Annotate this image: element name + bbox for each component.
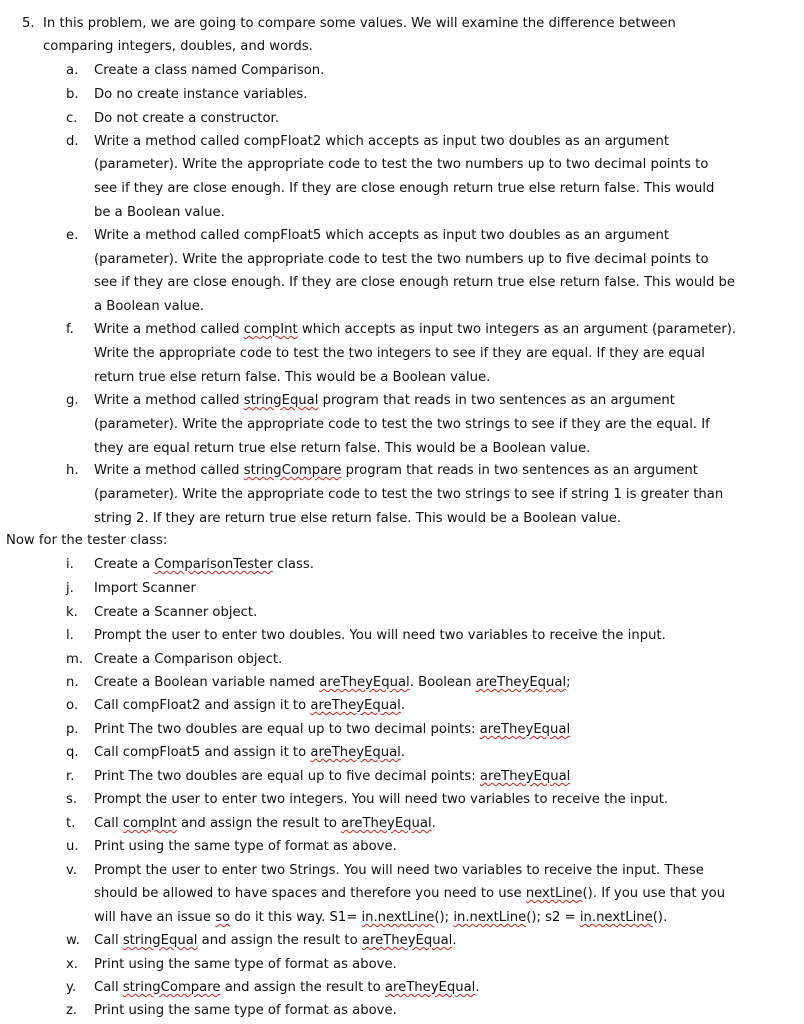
text-span: a Boolean value. bbox=[94, 299, 205, 314]
tester-step-marker: v. bbox=[66, 863, 77, 878]
tester-step-marker: q. bbox=[66, 745, 79, 760]
text-span: program that reads in two sentences as an argument bbox=[341, 463, 698, 478]
text-span: will have an issue bbox=[94, 910, 216, 925]
tester-step-marker: z. bbox=[66, 1003, 78, 1018]
requirement-text-line bbox=[94, 416, 710, 433]
text-span: see if they are close enough. If they are close enough return true else return false. This would bbox=[94, 181, 715, 196]
tester-step-marker: u. bbox=[66, 839, 79, 854]
requirement-text-line bbox=[94, 110, 279, 127]
text-span: Import Scanner bbox=[94, 581, 196, 596]
requirement-marker: b. bbox=[66, 87, 79, 102]
tester-step-text-line bbox=[94, 838, 397, 855]
tester-step-marker: s. bbox=[66, 792, 78, 807]
tester-step-text-line bbox=[94, 651, 282, 668]
spellcheck-flagged-word: compInt bbox=[122, 816, 177, 831]
text-span: which accepts as input two integers as an argument (parameter). bbox=[297, 322, 737, 337]
tester-step-marker: k. bbox=[66, 605, 78, 620]
text-span: . Boolean bbox=[409, 675, 476, 690]
text-span: Write a method called bbox=[94, 393, 244, 408]
spellcheck-flagged-word: areTheyEqual bbox=[479, 722, 571, 737]
text-span: Do not create a constructor. bbox=[94, 111, 279, 126]
text-span: Write a method called compFloat2 which accepts as input two doubles as an argument bbox=[94, 134, 670, 149]
requirement-text-line bbox=[94, 486, 723, 503]
text-span: Print The two doubles are equal up to five decimal points: bbox=[94, 769, 480, 784]
spellcheck-flagged-word: areTheyEqual bbox=[341, 816, 432, 831]
text-span: (parameter). Write the appropriate code to test the two numbers up to five decimal points to bbox=[94, 252, 709, 267]
text-span: be a Boolean value. bbox=[94, 205, 225, 220]
tester-step-marker: x. bbox=[66, 957, 78, 972]
tester-step-marker: j. bbox=[66, 581, 74, 596]
text-span: string 2. If they are return true else return false. This would be a Boolean value. bbox=[94, 511, 622, 526]
text-span: Print using the same type of format as above. bbox=[94, 839, 397, 854]
tester-step-text-line bbox=[94, 1002, 397, 1019]
requirement-text-line bbox=[94, 392, 675, 409]
tester-step-marker: r. bbox=[66, 769, 75, 784]
requirement-text-line bbox=[94, 86, 307, 103]
text-span: Do no create instance variables. bbox=[94, 87, 308, 102]
text-span: should be allowed to have spaces and therefore you need to use bbox=[94, 886, 526, 901]
requirement-text-line bbox=[94, 227, 669, 244]
tester-step-text-line bbox=[94, 627, 666, 644]
text-span: Call bbox=[94, 933, 123, 948]
tester-step-marker: o. bbox=[66, 698, 79, 713]
text-span: Print using the same type of format as above. bbox=[94, 1003, 397, 1018]
spellcheck-flagged-word: areTheyEqual bbox=[310, 745, 401, 760]
tester-step-text-line bbox=[94, 580, 196, 597]
spellcheck-flagged-word: areTheyEqual bbox=[361, 933, 453, 948]
text-span: return true else return false. This would be a Boolean value. bbox=[94, 370, 491, 385]
text-span: . bbox=[431, 816, 436, 831]
tester-step-text-line bbox=[94, 932, 457, 949]
text-span: (parameter). Write the appropriate code to test the two strings to see if they are the equal. If bbox=[94, 417, 710, 432]
requirement-marker: a. bbox=[66, 63, 79, 78]
text-span: Write a method called bbox=[94, 463, 244, 478]
text-span: (parameter). Write the appropriate code to test the two numbers up to two decimal points to bbox=[94, 157, 709, 172]
text-span: Write a method called bbox=[94, 322, 244, 337]
tester-step-text-line bbox=[94, 697, 405, 714]
spellcheck-flagged-word: stringEqual bbox=[243, 393, 319, 408]
requirement-text-line bbox=[94, 156, 708, 173]
text-span: . bbox=[400, 698, 406, 713]
text-span: Create a bbox=[94, 557, 155, 572]
text-span: (parameter). Write the appropriate code to test the two strings to see if string 1 is greater than bbox=[94, 487, 724, 502]
tester-step-marker: p. bbox=[66, 722, 79, 737]
tester-step-marker: y. bbox=[66, 980, 77, 995]
requirement-text-line bbox=[94, 440, 590, 457]
tester-step-text-line bbox=[94, 862, 704, 879]
text-span: Create a class named Comparison. bbox=[94, 63, 325, 78]
text-span: Call compFloat5 and assign it to bbox=[94, 745, 311, 760]
requirement-text-line bbox=[94, 274, 735, 291]
problem-intro-line: comparing integers, doubles, and words. bbox=[43, 39, 313, 54]
spellcheck-flagged-word: compInt bbox=[243, 322, 298, 337]
requirement-marker: g. bbox=[66, 393, 79, 408]
tester-step-marker: t. bbox=[66, 816, 76, 831]
requirement-text-line bbox=[94, 462, 698, 479]
text-span: Print The two doubles are equal up to two decimal points: bbox=[94, 722, 480, 737]
requirement-text-line bbox=[94, 62, 324, 79]
text-span: Call bbox=[94, 816, 123, 831]
text-span: Write a method called compFloat5 which accepts as input two doubles as an argument bbox=[94, 228, 670, 243]
spellcheck-flagged-word: so bbox=[215, 910, 231, 925]
text-span: and assign the result to bbox=[176, 816, 342, 831]
spellcheck-flagged-word: stringCompare bbox=[122, 980, 221, 995]
requirement-marker: d. bbox=[66, 134, 79, 149]
text-span: and assign the result to bbox=[220, 980, 385, 995]
requirement-text-line bbox=[94, 298, 204, 315]
requirement-marker: f. bbox=[66, 322, 74, 337]
tester-step-marker: w. bbox=[66, 933, 80, 948]
spellcheck-flagged-word: in.nextLine bbox=[361, 910, 435, 925]
text-span: Create a Scanner object. bbox=[94, 605, 258, 620]
requirement-text-line bbox=[94, 369, 490, 386]
spellcheck-flagged-word: stringEqual bbox=[122, 933, 198, 948]
text-span: class. bbox=[272, 557, 314, 572]
text-span: . bbox=[475, 980, 480, 995]
tester-step-text-line bbox=[94, 604, 257, 621]
spellcheck-flagged-word: areTheyEqual bbox=[310, 698, 401, 713]
tester-step-text-line bbox=[94, 885, 725, 902]
spellcheck-flagged-word: areTheyEqual bbox=[384, 980, 476, 995]
text-span: do it this way. S1= bbox=[230, 910, 362, 925]
text-span: and assign the result to bbox=[197, 933, 362, 948]
tester-step-text-line bbox=[94, 744, 405, 761]
tester-heading: Now for the tester class: bbox=[6, 533, 168, 548]
text-span: ; bbox=[566, 675, 571, 690]
text-span: (). bbox=[652, 910, 668, 925]
text-span: (). If you use that you bbox=[582, 886, 726, 901]
requirement-marker: h. bbox=[66, 463, 79, 478]
text-span: see if they are close enough. If they are close enough return true else return false. This would be bbox=[94, 275, 736, 290]
tester-step-text-line bbox=[94, 556, 314, 573]
text-span: Create a Comparison object. bbox=[94, 652, 283, 667]
text-span: . bbox=[452, 933, 457, 948]
text-span: Create a Boolean variable named bbox=[94, 675, 320, 690]
text-span: . bbox=[400, 745, 406, 760]
text-span: program that reads in two sentences as an argument bbox=[318, 393, 675, 408]
text-span: they are equal return true else return false. This would be a Boolean value. bbox=[94, 441, 591, 456]
tester-step-marker: i. bbox=[66, 557, 74, 572]
spellcheck-flagged-word: in.nextLine bbox=[453, 910, 527, 925]
spellcheck-flagged-word: in.nextLine bbox=[579, 910, 653, 925]
tester-step-marker: l. bbox=[66, 628, 74, 643]
text-span: (); bbox=[434, 910, 454, 925]
tester-step-text-line bbox=[94, 791, 668, 808]
requirement-text-line bbox=[94, 204, 225, 221]
tester-step-text-line bbox=[94, 768, 570, 785]
text-span: Prompt the user to enter two Strings. You will need two variables to receive the input. These bbox=[94, 863, 704, 878]
requirement-marker: e. bbox=[66, 228, 79, 243]
tester-step-text-line bbox=[94, 815, 436, 832]
requirement-text-line bbox=[94, 321, 736, 338]
requirement-text-line bbox=[94, 251, 709, 268]
text-span: Prompt the user to enter two doubles. You will need two variables to receive the input. bbox=[94, 628, 666, 643]
problem-number: 5. bbox=[22, 16, 35, 31]
tester-step-marker: n. bbox=[66, 675, 79, 690]
spellcheck-flagged-word: areTheyEqual bbox=[319, 675, 410, 690]
tester-step-text-line bbox=[94, 674, 571, 691]
spellcheck-flagged-word: nextLine bbox=[525, 886, 583, 901]
requirement-text-line bbox=[94, 345, 705, 362]
requirement-marker: c. bbox=[66, 111, 78, 126]
tester-step-text-line bbox=[94, 721, 570, 738]
text-span: Write the appropriate code to test the two integers to see if they are equal. If they are equal bbox=[94, 346, 705, 361]
tester-step-text-line bbox=[94, 909, 667, 926]
text-span: Print using the same type of format as above. bbox=[94, 957, 397, 972]
tester-step-text-line bbox=[94, 979, 480, 996]
spellcheck-flagged-word: areTheyEqual bbox=[479, 769, 571, 784]
text-span: Call compFloat2 and assign it to bbox=[94, 698, 311, 713]
text-span: (); s2 = bbox=[526, 910, 580, 925]
requirement-text-line bbox=[94, 180, 714, 197]
text-span: Prompt the user to enter two integers. You will need two variables to receive the input. bbox=[94, 792, 669, 807]
text-span: Call bbox=[94, 980, 123, 995]
spellcheck-flagged-word: stringCompare bbox=[243, 463, 342, 478]
requirement-text-line bbox=[94, 133, 669, 150]
spellcheck-flagged-word: ComparisonTester bbox=[154, 557, 273, 572]
spellcheck-flagged-word: areTheyEqual bbox=[475, 675, 567, 690]
requirement-text-line bbox=[94, 510, 621, 527]
problem-intro-line: In this problem, we are going to compare some values. We will examine the difference between bbox=[43, 16, 676, 31]
tester-step-marker: m. bbox=[66, 652, 84, 667]
tester-step-text-line bbox=[94, 956, 397, 973]
